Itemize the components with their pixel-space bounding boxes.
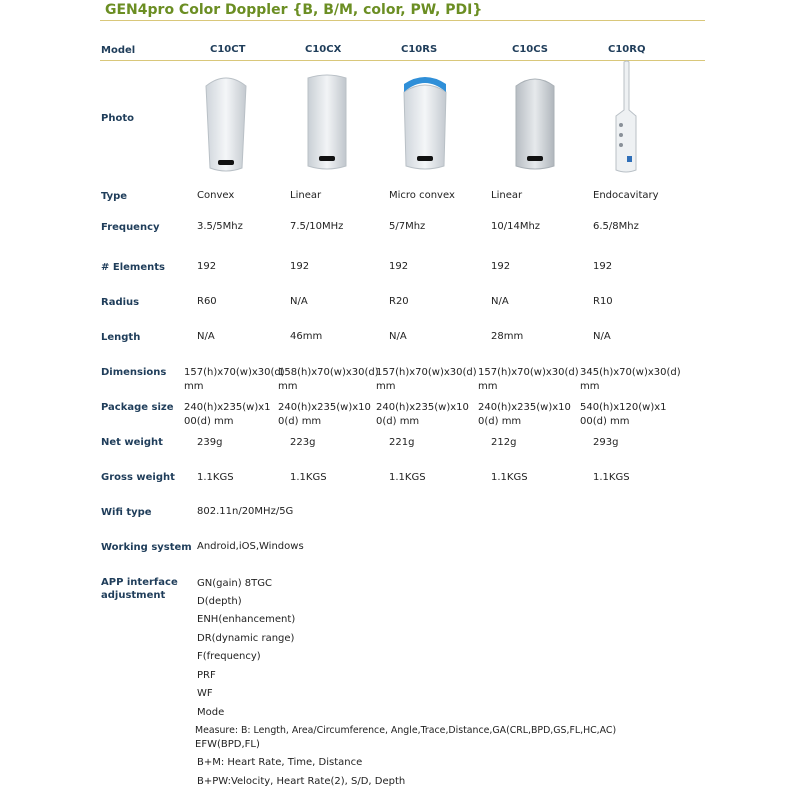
title-underline — [100, 20, 705, 21]
app-item-measure-efw: EFW(BPD,FL) — [195, 739, 260, 750]
dimensions-value: 157(h)x70(w)x30(d) mm — [184, 367, 285, 392]
length-value: N/A — [389, 331, 407, 342]
gross-weight-value: 1.1KGS — [389, 472, 426, 483]
model-c10rq: C10RQ — [608, 44, 646, 55]
app-item-measure-b: Measure: B: Length, Area/Circumference, Angle,Trace,Distance,GA(CRL,BPD,GS,FL,HC,AC) — [195, 725, 617, 736]
app-item-mode: Mode — [197, 707, 225, 718]
model-c10ct: C10CT — [210, 44, 246, 55]
gross-weight-label: Gross weight — [101, 472, 175, 483]
linear-probe-icon — [302, 72, 352, 172]
radius-value: R20 — [389, 296, 409, 307]
radius-value: R10 — [593, 296, 613, 307]
package-size-value: 240(h)x235(w)x10 0(d) mm — [376, 402, 469, 427]
type-value: Convex — [197, 190, 235, 201]
gross-weight-value: 1.1KGS — [197, 472, 234, 483]
elements-value: 192 — [290, 261, 310, 272]
length-label: Length — [101, 332, 141, 343]
app-item-wf: WF — [197, 688, 213, 699]
app-item-frequency: F(frequency) — [197, 651, 261, 662]
frequency-value: 7.5/10MHz — [290, 221, 344, 232]
page-title: GEN4pro Color Doppler {B, B/M, color, PW, PDI} — [105, 2, 483, 18]
package-size-value: 240(h)x235(w)x10 0(d) mm — [278, 402, 371, 427]
type-value: Linear — [491, 190, 523, 201]
radius-value: N/A — [491, 296, 509, 307]
working-system-value: Android,iOS,Windows — [197, 541, 304, 552]
gross-weight-value: 1.1KGS — [593, 472, 630, 483]
type-value: Endocavitary — [593, 190, 659, 201]
app-item-gain: GN(gain) 8TGC — [197, 578, 273, 589]
dimensions-value: 345(h)x70(w)x30(d) mm — [580, 367, 681, 392]
frequency-value: 5/7Mhz — [389, 221, 426, 232]
frequency-value: 6.5/8Mhz — [593, 221, 639, 232]
radius-value: N/A — [290, 296, 308, 307]
length-value: 28mm — [491, 331, 524, 342]
package-size-value: 240(h)x235(w)x10 0(d) mm — [478, 402, 571, 427]
type-value: Micro convex — [389, 190, 455, 201]
model-c10cx: C10CX — [305, 44, 342, 55]
package-size-value: 540(h)x120(w)x1 00(d) mm — [580, 402, 667, 427]
model-c10cs: C10CS — [512, 44, 548, 55]
net-weight-value: 239g — [197, 437, 223, 448]
app-interface-label: APP interface — [101, 577, 178, 588]
net-weight-value: 212g — [491, 437, 517, 448]
gross-weight-value: 1.1KGS — [290, 472, 327, 483]
micro-convex-probe-icon — [400, 72, 450, 172]
package-size-label: Package size — [101, 402, 174, 413]
frequency-value: 10/14Mhz — [491, 221, 541, 232]
photo-label: Photo — [101, 113, 134, 124]
frequency-label: Frequency — [101, 222, 160, 233]
elements-label: # Elements — [101, 262, 165, 273]
net-weight-value: 223g — [290, 437, 316, 448]
type-label: Type — [101, 191, 128, 202]
wifi-type-value: 802.11n/20MHz/5G — [197, 506, 294, 517]
model-label: Model — [101, 45, 136, 56]
app-item-prf: PRF — [197, 670, 216, 681]
convex-probe-icon — [200, 72, 252, 174]
model-c10rs: C10RS — [401, 44, 438, 55]
elements-value: 192 — [197, 261, 217, 272]
net-weight-value: 221g — [389, 437, 415, 448]
type-value: Linear — [290, 190, 322, 201]
length-value: N/A — [593, 331, 611, 342]
dimensions-label: Dimensions — [101, 367, 167, 378]
dimensions-value: 158(h)x70(w)x30(d) mm — [278, 367, 379, 392]
app-item-enhancement: ENH(enhancement) — [197, 614, 296, 625]
dimensions-value: 157(h)x70(w)x30(d) mm — [478, 367, 579, 392]
length-value: 46mm — [290, 331, 323, 342]
gross-weight-value: 1.1KGS — [491, 472, 528, 483]
app-item-measure-bpw: B+PW:Velocity, Heart Rate(2), S/D, Depth — [197, 776, 406, 787]
app-item-dynamic-range: DR(dynamic range) — [197, 633, 295, 644]
elements-value: 192 — [389, 261, 409, 272]
radius-value: R60 — [197, 296, 217, 307]
working-system-label: Working system — [101, 542, 192, 553]
radius-label: Radius — [101, 297, 140, 308]
elements-value: 192 — [593, 261, 613, 272]
frequency-value: 3.5/5Mhz — [197, 221, 243, 232]
dimensions-value: 157(h)x70(w)x30(d) mm — [376, 367, 477, 392]
net-weight-label: Net weight — [101, 437, 163, 448]
app-item-depth: D(depth) — [197, 596, 242, 607]
linear-probe-icon — [510, 72, 560, 172]
app-item-measure-bm: B+M: Heart Rate, Time, Distance — [197, 757, 363, 768]
app-interface-label: adjustment — [101, 590, 166, 601]
endocavitary-probe-icon — [608, 60, 644, 175]
elements-value: 192 — [491, 261, 511, 272]
wifi-type-label: Wifi type — [101, 507, 152, 518]
length-value: N/A — [197, 331, 215, 342]
package-size-value: 240(h)x235(w)x1 00(d) mm — [184, 402, 271, 427]
net-weight-value: 293g — [593, 437, 619, 448]
